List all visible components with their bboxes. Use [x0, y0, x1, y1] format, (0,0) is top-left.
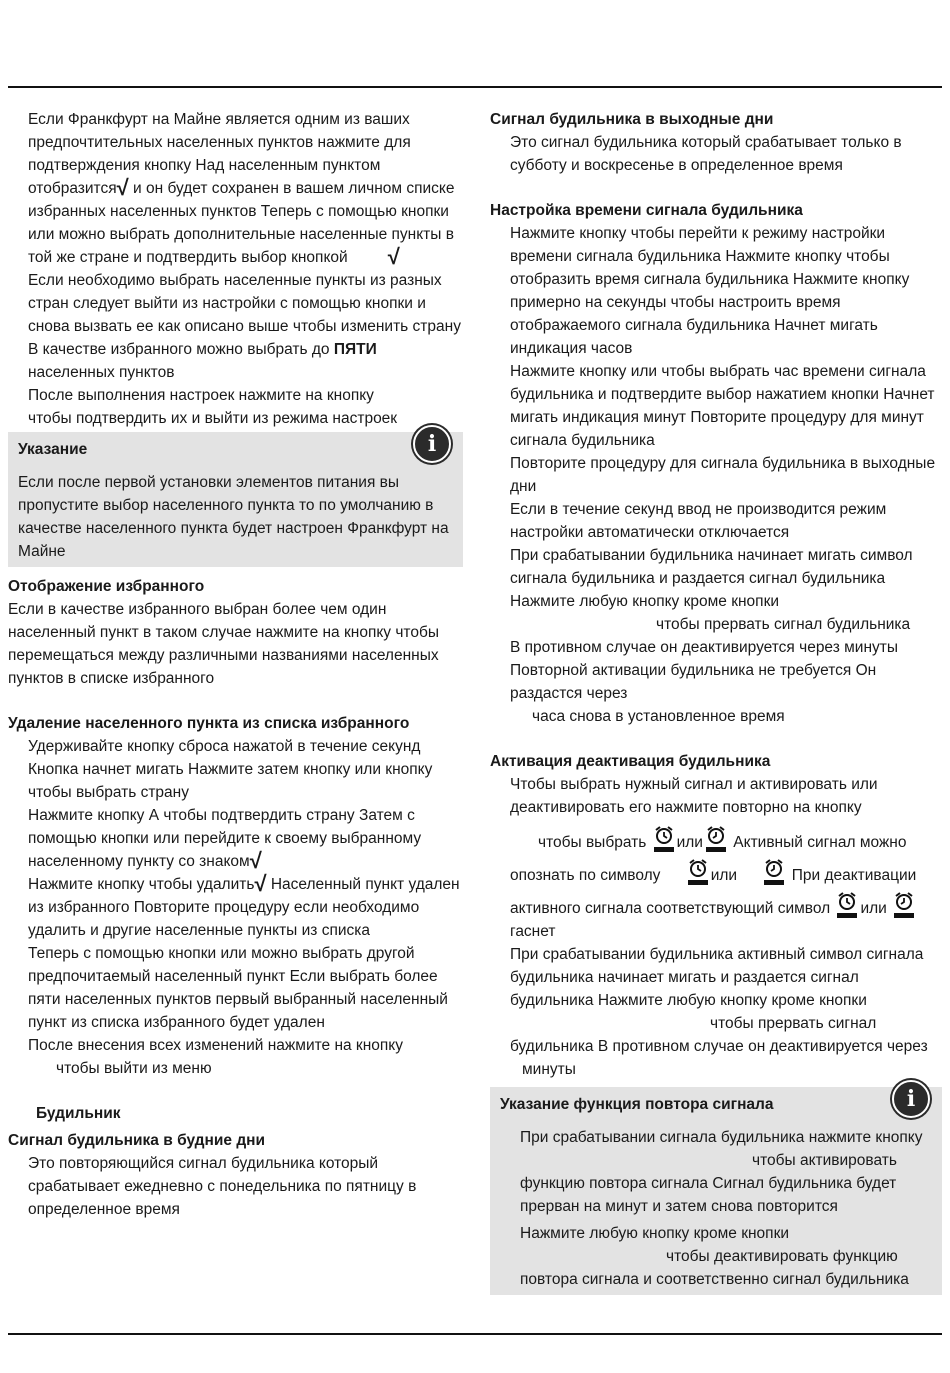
- weekend-text: Это сигнал будильника который срабатывает только в субботу и воскресенье в определенное время: [510, 134, 902, 174]
- alarm-clock-1-icon: [836, 891, 858, 919]
- five-emphasis: ПЯТИ: [333, 341, 377, 358]
- setup-p3: Повторите процедуру для сигнала будильника в выходные дни: [510, 455, 936, 495]
- check-mark-icon: √: [116, 175, 129, 200]
- note2-p1: При срабатывании сигнала будильника нажмите кнопку: [520, 1129, 923, 1146]
- check-mark-icon: √: [254, 871, 267, 896]
- activate-p7: будильника В противном случае он деактивируется через: [510, 1038, 928, 1055]
- note2-p3: функцию повтора сигнала Сигнал будильника будет прерван на минут и затем снова повторится: [520, 1175, 897, 1215]
- intro-block: [8, 108, 463, 430]
- alarm-heading: Будильник: [36, 1105, 121, 1122]
- setup-p7: чтобы прервать сигнал будильника: [656, 616, 911, 633]
- favorites-heading: Отображение избранного: [8, 578, 205, 595]
- bottom-rule: [8, 1333, 942, 1335]
- note2-body: [500, 1126, 932, 1291]
- note-title: Указание: [18, 441, 88, 458]
- alarm-clock-1-icon: [687, 858, 709, 886]
- setup-p2: Нажмите кнопку или чтобы выбрать час времени сигнала будильника и подтвердите выбор нажатием кнопки Начнет мигать индикация минут Повторите процедуру для минут сигнала будильника: [510, 363, 935, 449]
- delete-p2: Нажмите кнопку А чтобы подтвердить страну Затем с помощью кнопки или перейдите к своему выбранному населенному пункту со знаком√: [28, 807, 422, 873]
- note-title: Указание функция повтора сигнала: [500, 1096, 774, 1113]
- activate-p3: опознать по символу или При деактивации: [510, 858, 942, 887]
- favorites-text: Если в качестве избранного выбран более чем один населенный пункт в таком случае нажмите на кнопку чтобы перемещаться между различными названиями населенных пунктов в списке избранного: [8, 601, 439, 687]
- delete-p5: После внесения всех изменений нажмите на кнопку: [28, 1037, 403, 1054]
- note-box-2: [490, 1087, 942, 1295]
- alarm-clock-1-icon: [653, 825, 675, 853]
- setup-block: [490, 222, 942, 728]
- info-icon: i: [413, 425, 451, 463]
- weekday-heading: Сигнал будильника в будние дни: [8, 1132, 266, 1149]
- alarm-clock-2-icon: [893, 891, 915, 919]
- setup-heading: Настройка времени сигнала будильника: [490, 202, 803, 219]
- delete-p4: Теперь с помощью кнопки или можно выбрать другой предпочитаемый населенный пункт Если выбрать более пяти населенных пунктов первый выбранный населенный пункт из списка избранного будет удален: [28, 945, 448, 1031]
- delete-heading: Удаление населенного пункта из списка избранного: [8, 715, 410, 732]
- setup-p5: При срабатывании будильника начинает мигать символ сигнала будильника и раздается сигнал будильника: [510, 547, 913, 587]
- alarm-clock-2-icon: [763, 858, 785, 886]
- intro-p5: чтобы подтвердить их и выйти из режима настроек: [28, 410, 398, 427]
- setup-p1: Нажмите кнопку чтобы перейти к режиму настройки времени сигнала будильника Нажмите кнопку чтобы отобразить время сигнала будильника Нажмите кнопку примерно на секунды чтобы настроить время отображаемого сигнала будильника Начнет мигать индикация часов: [510, 225, 910, 357]
- activate-block: [490, 773, 942, 1081]
- right-column: [490, 108, 942, 1295]
- setup-p6: Нажмите любую кнопку кроме кнопки: [510, 593, 780, 610]
- note2-p2: чтобы активировать: [752, 1152, 897, 1169]
- activate-p4: активного сигнала соответствующий символ или гаснет: [510, 891, 942, 943]
- note2-p4: Нажмите любую кнопку кроме кнопки: [520, 1225, 790, 1242]
- activate-p6: чтобы прервать сигнал: [710, 1015, 877, 1032]
- intro-p4: После выполнения настроек нажмите на кнопку: [28, 387, 374, 404]
- check-mark-icon: √: [249, 848, 262, 873]
- check-mark-icon: √: [387, 244, 400, 269]
- activate-heading: Активация деактивация будильника: [490, 753, 771, 770]
- note2-p6: повтора сигнала и соответственно сигнал будильника: [520, 1271, 909, 1288]
- setup-p8: В противном случае он деактивируется через минуты: [510, 639, 898, 656]
- setup-p10: часа снова в установленное время: [532, 708, 785, 725]
- activate-p5: При срабатывании будильника активный символ сигнала будильника начинает мигать и раздается сигнал будильника Нажмите любую кнопку кроме кнопки: [510, 946, 924, 1009]
- activate-p2: чтобы выбрать или Активный сигнал можно: [510, 825, 942, 854]
- delete-block: [8, 735, 463, 1080]
- info-icon: i: [892, 1080, 930, 1118]
- weekend-heading: Сигнал будильника в выходные дни: [490, 111, 774, 128]
- activate-p1: Чтобы выбрать нужный сигнал и активировать или деактивировать его нажмите повторно на кнопку: [510, 776, 878, 816]
- note2-p5: чтобы деактивировать функцию: [666, 1248, 898, 1265]
- left-column: [8, 108, 463, 1221]
- note-box-1: [8, 432, 463, 567]
- top-rule: [8, 86, 942, 88]
- delete-p6: чтобы выйти из меню: [56, 1060, 212, 1077]
- setup-p9: Повторной активации будильника не требуется Он раздастся через: [510, 662, 877, 702]
- setup-p4: Если в течение секунд ввод не производится режим настройки автоматически отключается: [510, 501, 887, 541]
- delete-p3: Нажмите кнопку чтобы удалить√ Населенный пункт удален из избранного Повторите процедуру если необходимо удалить и другие населенные пункты из списка: [28, 871, 460, 939]
- weekday-text: Это повторяющийся сигнал будильника который срабатывает ежедневно с понедельника по пятницу в определенное время: [28, 1155, 417, 1218]
- note-text: Если после первой установки элементов питания вы пропустите выбор населенного пункта то по умолчанию в качестве населенного пункта будет настроен Франкфурт на Майне: [18, 474, 449, 560]
- delete-p1: Удерживайте кнопку сброса нажатой в течение секунд Кнопка начнет мигать Нажмите затем кнопку или кнопку чтобы выбрать страну: [28, 738, 433, 801]
- intro-p3: В качестве избранного можно выбрать до ПЯТИ населенных пунктов: [28, 341, 377, 381]
- alarm-clock-2-icon: [705, 825, 727, 853]
- intro-p1: Если Франкфурт на Майне является одним из ваших предпочтительных населенных пунктов нажмите для подтверждения кнопку Над населенным пунктом отобразится√ и он будет сохранен в вашем личном списке избранных населенных пунктов Теперь с помощью кнопки или можно выбрать дополнительные населенные пункты в той же стране и подтвердить выбор кнопкой √: [28, 111, 455, 269]
- activate-p8: минуты: [522, 1061, 576, 1078]
- intro-p2: Если необходимо выбрать населенные пункты из разных стран следует выйти из настройки с помощью кнопки и снова вызвать ее как описано выше чтобы изменить страну: [28, 272, 461, 335]
